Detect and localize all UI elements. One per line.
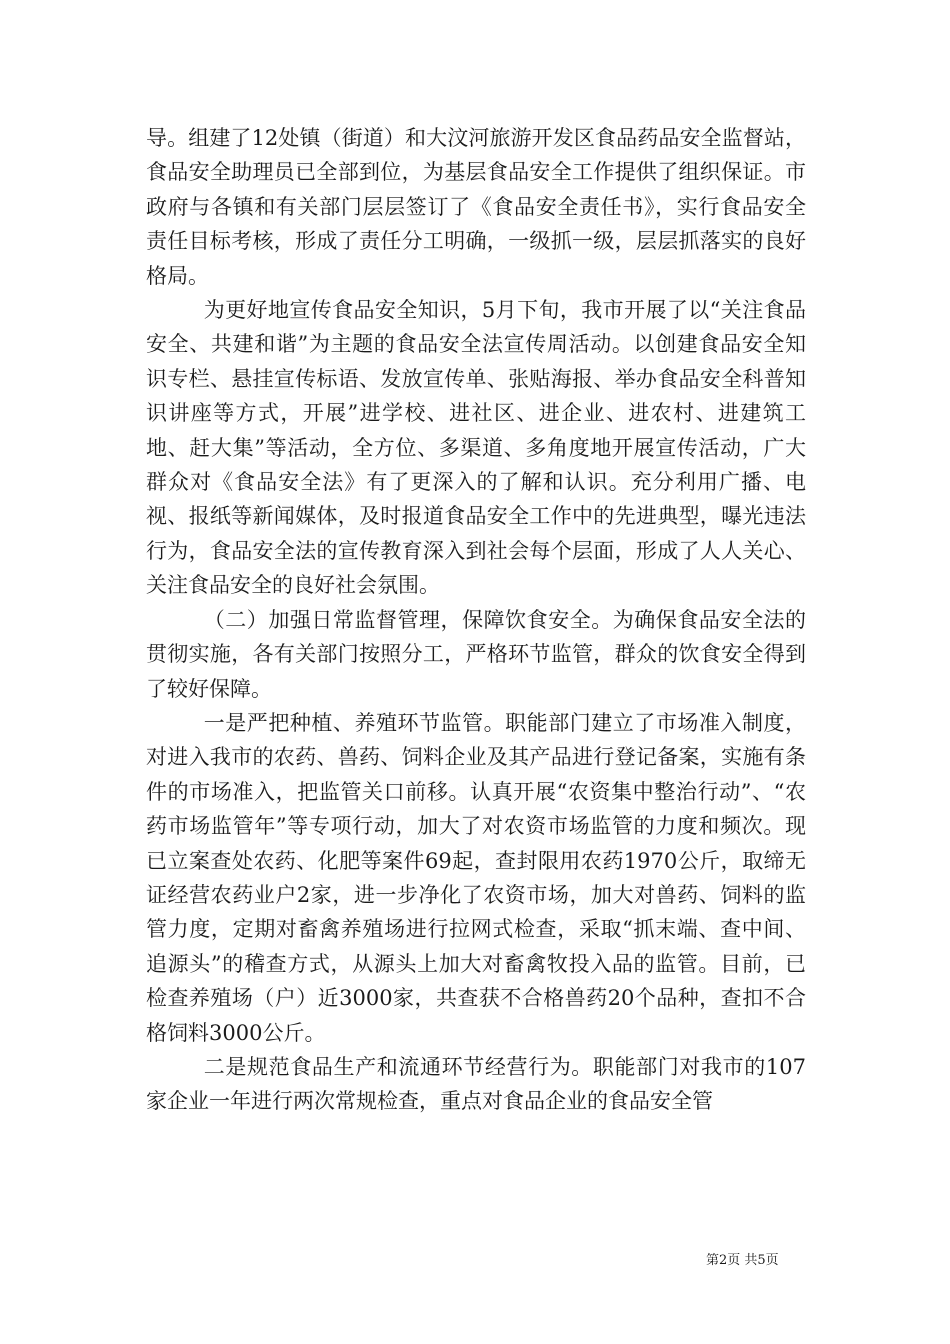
page-number-footer: 第2页 共5页 [706,1253,779,1268]
paragraph-continuation: 导。组建了12处镇（街道）和大汶河旅游开发区食品药品安全监督站，食品安全助理员已全部到位，为基层食品安全工作提供了组织保证。市政府与各镇和有关部门层层签订了《食品安全责任书》，实行食品安全责任目标考核，形成了责任分工明确，一级抓一级，层层抓落实的良好格局。 [146,126,806,288]
paragraph-planting-breeding: 一是严把种植、养殖环节监管。职能部门建立了市场准入制度，对进入我市的农药、兽药、饲料企业及其产品进行登记备案，实施有条件的市场准入，把监管关口前移。认真开展“农资集中整治行动”、“农药市场监管年”等专项行动，加大了对农资市场监管的力度和频次。现已立案查处农药、化肥等案件69起，查封限用农药1970公斤，取缔无证经营农药业户2家，进一步净化了农资市场，加大对兽药、饲料的监管力度，定期对畜禽养殖场进行拉网式检查，采取“抓末端、查中间、追源头”的稽查方式，从源头上加大对畜禽牧投入品的监管。目前，已检查养殖场（户）近3000家，共查获不合格兽药20个品种，查扣不合格饲料3000公斤。 [146,710,806,1045]
document-body [146,121,806,1119]
paragraph-production-circulation: 二是规范食品生产和流通环节经营行为。职能部门对我市的107家企业一年进行两次常规检查，重点对食品企业的食品安全管 [146,1054,806,1114]
paragraph-publicity: 为更好地宣传食品安全知识，5月下旬，我市开展了以“关注食品安全、共建和谐”为主题的食品安全法宣传周活动。以创建食品安全知识专栏、悬挂宣传标语、发放宣传单、张贴海报、举办食品安全科普知识讲座等方式，开展”进学校、进社区、进企业、进农村、进建筑工地、赶大集”等活动，全方位、多渠道、多角度地开展宣传活动，广大群众对《食品安全法》有了更深入的了解和认识。充分利用广播、电视、报纸等新闻媒体，及时报道食品安全工作中的先进典型，曝光违法行为，食品安全法的宣传教育深入到社会每个层面，形成了人人关心、关注食品安全的良好社会氛围。 [146,298,806,598]
paragraph-section-two: （二）加强日常监督管理，保障饮食安全。为确保食品安全法的贯彻实施，各有关部门按照分工，严格环节监管，群众的饮食安全得到了较好保障。 [146,607,806,701]
